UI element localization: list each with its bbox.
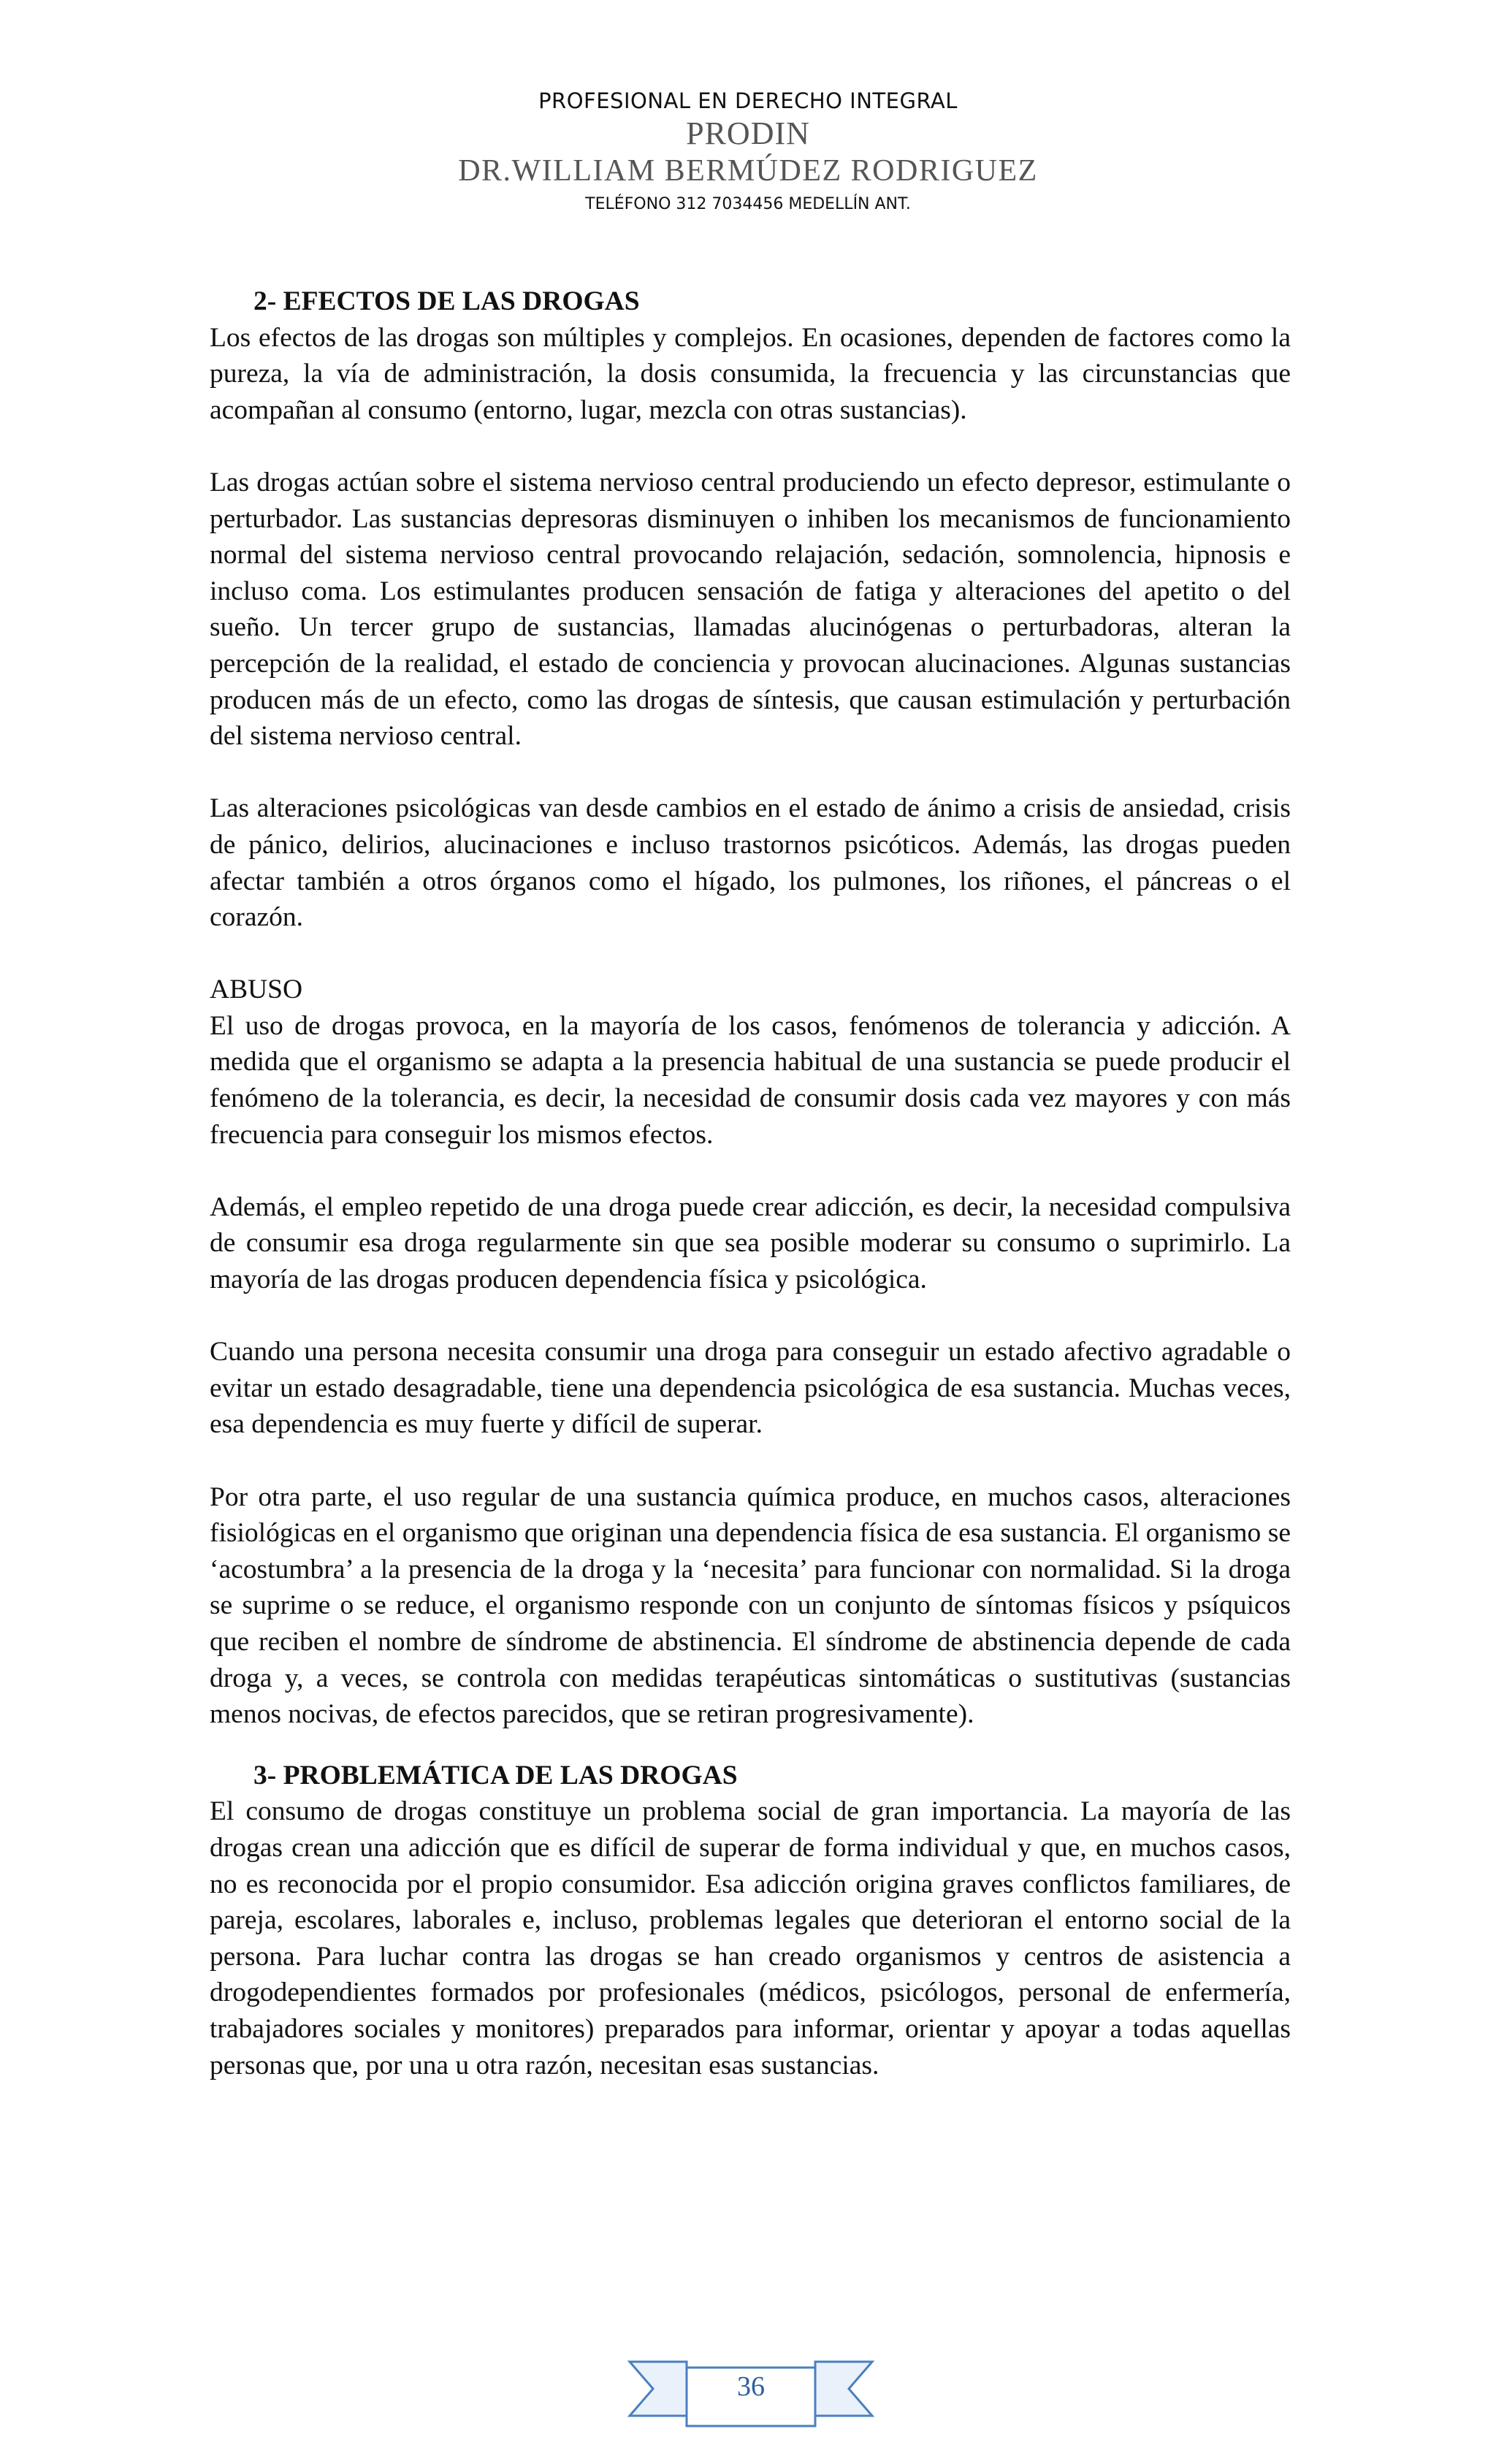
letterhead-line-name: DR.WILLIAM BERMÚDEZ RODRIGUEZ bbox=[458, 154, 1038, 188]
letterhead-line-profession: PROFESIONAL EN DERECHO INTEGRAL bbox=[538, 88, 958, 113]
section-title-effects: 2- EFECTOS DE LAS DROGAS bbox=[253, 286, 640, 316]
letterhead-line-brand: PRODIN bbox=[686, 115, 810, 151]
subheading-abuse: ABUSO bbox=[210, 974, 303, 1005]
letterhead-line-phone: TELÉFONO 312 7034456 MEDELLÍN ANT. bbox=[585, 195, 911, 213]
page-number: 36 bbox=[737, 2371, 765, 2402]
paragraph: Las alteraciones psicológicas van desde cambios en el estado de ánimo a crisis de ansiedad, crisis de pánico, delirios, alucinaciones e incluso trastornos psicóticos. Además, las drogas pueden afectar también a otros órganos como el hígado, los pulmones, los riñones, el páncreas o el corazón. bbox=[210, 793, 1291, 933]
paragraph: Cuando una persona necesita consumir una droga para conseguir un estado afectivo agradable o evitar un estado desagradable, tiene una dependencia psicológica de esa sustancia. Muchas veces, esa dependencia es muy fuerte y difícil de superar. bbox=[210, 1337, 1291, 1440]
page-body bbox=[210, 283, 1291, 2083]
paragraph: El uso de drogas provoca, en la mayoría de los casos, fenómenos de tolerancia y adicción. A medida que el organismo se adapta a la presencia habitual de una sustancia se puede producir el fenómeno de la tolerancia, es decir, la necesidad de consumir dosis cada vez mayores y con más frecuencia para conseguir los mismos efectos. bbox=[210, 1010, 1291, 1150]
paragraph: Por otra parte, el uso regular de una sustancia química produce, en muchos casos, alteraciones fisiológicas en el organismo que originan una dependencia física de esa sustancia. El organismo se ‘acostumbra’ a la presencia de la droga y la ‘necesita’ para funcionar con normalidad. Si la droga se suprime o se reduce, el organismo responde con un conjunto de síntomas físicos y psíquicos que reciben el nombre de síndrome de abstinencia. El síndrome de abstinencia depende de cada droga y, a veces, se controla con medidas terapéuticas sintomáticas o sustitutivas (sustancias menos nocivas, de efectos parecidos, que se retiran progresivamente). bbox=[210, 1481, 1291, 1730]
paragraph: Las drogas actúan sobre el sistema nervioso central produciendo un efecto depresor, estimulante o perturbador. Las sustancias depresoras disminuyen o inhiben los mecanismos de funcionamiento normal del sistema nervioso central provocando relajación, sedación, somnolencia, hipnosis e incluso coma. Los estimulantes producen sensación de fatiga y alteraciones del apetito o del sueño. Un tercer grupo de sustancias, llamadas alucinógenas o perturbadoras, alteran la percepción de la realidad, el estado de conciencia y provocan alucinaciones. Algunas sustancias producen más de un efecto, como las drogas de síntesis, que causan estimulación y perturbación del sistema nervioso central. bbox=[210, 467, 1291, 752]
paragraph: El consumo de drogas constituye un problema social de gran importancia. La mayoría de las drogas crean una adicción que es difícil de superar de forma individual y que, en muchos casos, no es reconocida por el propio consumidor. Esa adicción origina graves conflictos familiares, de pareja, escolares, laborales e, incluso, problemas legales que deterioran el entorno social de la persona. Para luchar contra las drogas se han creado organismos y centros de asistencia a drogodependientes formados por profesionales (médicos, psicólogos, personal de enfermería, trabajadores sociales y monitores) preparados para informar, orientar y apoyar a todas aquellas personas que, por una u otra razón, necesitan esas sustancias. bbox=[210, 1796, 1291, 2080]
letterhead bbox=[0, 86, 1496, 219]
page-number-ribbon bbox=[622, 2349, 879, 2429]
paragraph: Además, el empleo repetido de una droga puede crear adicción, es decir, la necesidad compulsiva de consumir esa droga regularmente sin que sea posible moderar su consumo o suprimirlo. La mayoría de las drogas producen dependencia física y psicológica. bbox=[210, 1191, 1291, 1295]
section-title-problems: 3- PROBLEMÁTICA DE LAS DROGAS bbox=[253, 1760, 738, 1790]
paragraph: Los efectos de las drogas son múltiples y complejos. En ocasiones, dependen de factores como la pureza, la vía de administración, la dosis consumida, la frecuencia y las circunstancias que acompañan al consumo (entorno, lugar, mezcla con otras sustancias). bbox=[210, 322, 1291, 425]
